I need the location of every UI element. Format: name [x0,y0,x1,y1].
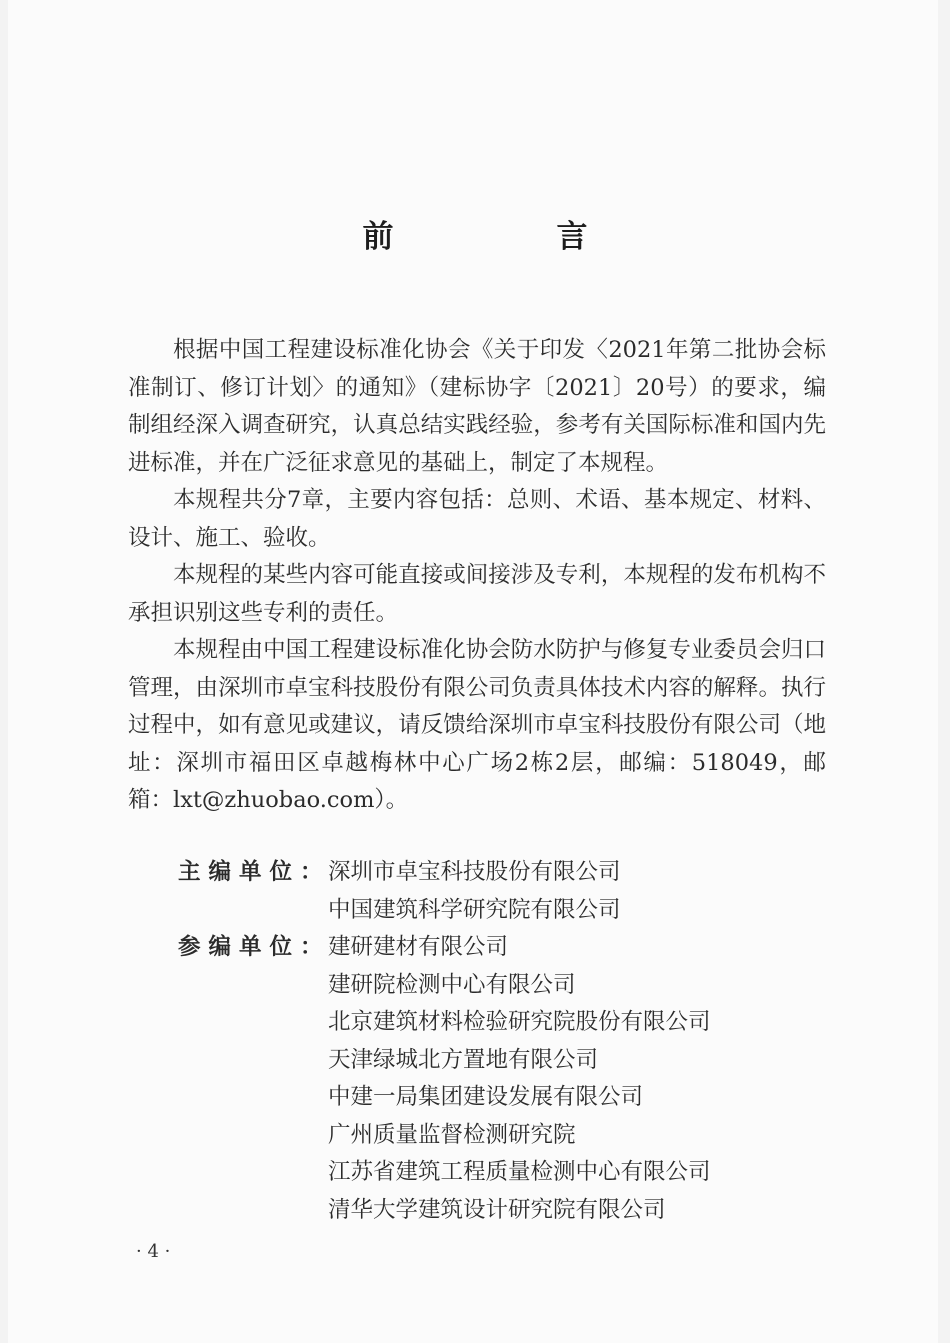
chief-editor-group [178,854,828,929]
chief-editor-unit: 深圳市卓宝科技股份有限公司 [328,859,621,885]
participating-editor-unit: 建研院检测中心有限公司 [328,971,576,998]
participating-editor-group [178,929,828,1229]
chief-editor-list [328,854,621,929]
paragraph-basis: 根据中国工程建设标准化协会《关于印发〈2021年第二批协会标准制订、修订计划〉的通知》（建标协字〔2021〕20号）的要求，编制组经深入调查研究，认真总结实践经验，参考有关国际标准和国内先进标准，并在广泛征求意见的基础上，制定了本规程。 [128,337,826,476]
participating-editor-unit: 天津绿城北方置地有限公司 [328,1046,599,1073]
editor-units [178,854,828,1229]
page-number: · 4 · [136,1241,171,1262]
preface-body [128,332,826,820]
participating-editor-unit: 江苏省建筑工程质量检测中心有限公司 [328,1159,711,1185]
paragraph-management: 本规程由中国工程建设标准化协会防水防护与修复专业委员会归口管理，由深圳市卓宝科技股份有限公司负责具体技术内容的解释。执行过程中，如有意见或建议，请反馈给深圳市卓宝科技股份有限公司（地址：深圳市福田区卓越梅林中心广场2栋2层，邮编：518049，邮箱：lxt@zhuobao.com）。 [128,637,826,813]
participating-editor-unit: 广州质量监督检测研究院 [328,1121,576,1148]
participating-editor-list [328,929,711,1229]
chief-editor-unit: 中国建筑科学研究院有限公司 [328,896,621,923]
participating-editor-unit: 中建一局集团建设发展有限公司 [328,1084,644,1110]
participating-editor-unit: 北京建筑材料检验研究院股份有限公司 [328,1009,711,1035]
page-title: 前 言 [362,219,654,255]
paragraph-patent: 本规程的某些内容可能直接或间接涉及专利，本规程的发布机构不承担识别这些专利的责任。 [128,562,826,626]
chief-editor-label: 主编单位： [178,859,331,885]
paragraph-contents: 本规程共分7章，主要内容包括：总则、术语、基本规定、材料、设计、施工、验收。 [128,487,826,551]
participating-editor-label: 参编单位： [178,934,331,960]
participating-editor-unit: 清华大学建筑设计研究院有限公司 [328,1196,666,1223]
participating-editor-unit: 建研建材有限公司 [328,934,509,960]
